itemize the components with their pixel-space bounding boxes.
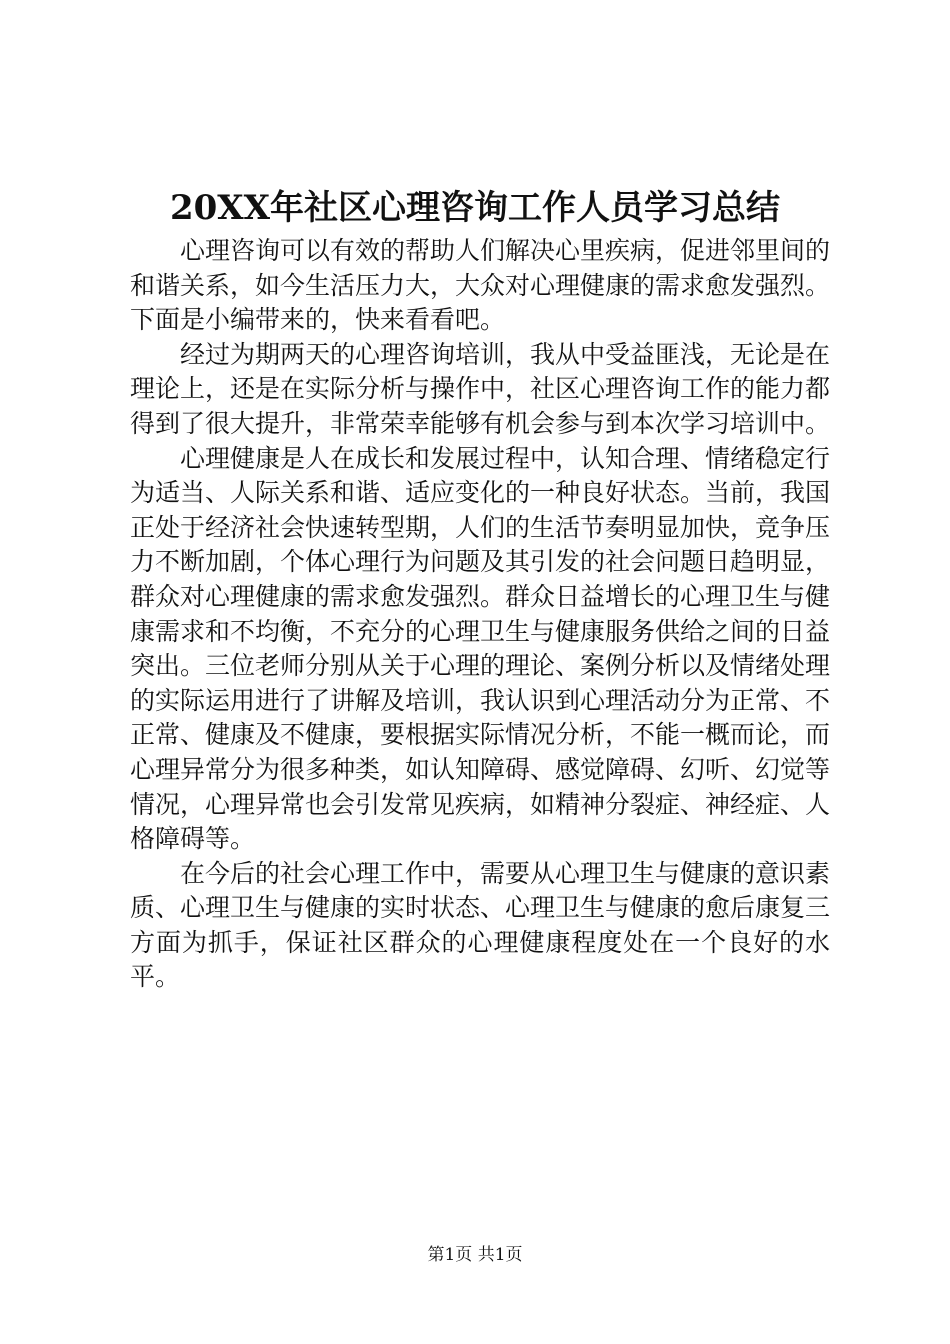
page-footer: 第1页 共1页 [427,1245,523,1265]
document-title: 20XX年社区心理咨询工作人员学习总结 [169,188,781,228]
paragraph-training: 经过为期两天的心理咨询培训，我从中受益匪浅，无论是在理论上，还是在实际分析与操作中，社区心理咨询工作的能力都得到了很大提升，非常荣幸能够有机会参与到本次学习培训中。 [130,339,831,438]
paragraph-intro: 心理咨询可以有效的帮助人们解决心里疾病，促进邻里间的和谐关系，如今生活压力大，大众对心理健康的需求愈发强烈。下面是小编带来的，快来看看吧。 [130,236,831,335]
paragraph-future-work: 在今后的社会心理工作中，需要从心理卫生与健康的意识素质、心理卫生与健康的实时状态、心理卫生与健康的愈后康复三方面为抓手，保证社区群众的心理健康程度处在一个良好的水平。 [130,858,831,992]
paragraph-mental-health: 心理健康是人在成长和发展过程中，认知合理、情绪稳定行为适当、人际关系和谐、适应变化的一种良好状态。当前，我国正处于经济社会快速转型期，人们的生活节奏明显加快，竞争压力不断加剧，个体心理行为问题及其引发的社会问题日趋明显，群众对心理健康的需求愈发强烈。群众日益增长的心理卫生与健康需求和不均衡，不充分的心理卫生与健康服务供给之间的日益突出。三位老师分别从关于心理的理论、案例分析以及情绪处理的实际运用进行了讲解及培训，我认识到心理活动分为正常、不正常、健康及不健康，要根据实际情况分析，不能一概而论，而心理异常分为很多种类，如认知障碍、感觉障碍、幻听、幻觉等情况，心理异常也会引发常见疾病，如精神分裂症、神经症、人格障碍等。 [130,443,831,854]
document-body [130,234,830,995]
